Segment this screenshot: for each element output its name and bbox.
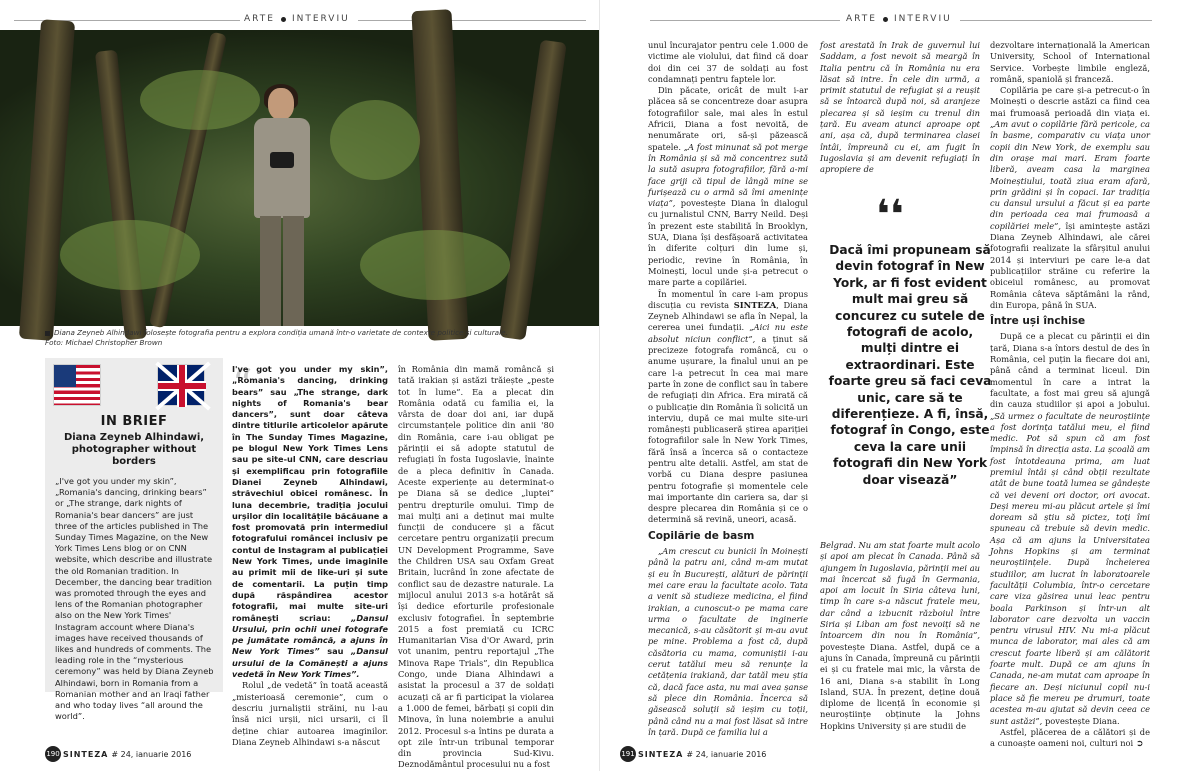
paragraph: „Am crescut cu bunicii în Moinești până la patru ani, când m-am mutat și eu în București, alături de părinții mei care erau la facultate acolo. Tata a venit să studieze medicina, el fiind irakian, a cunoscut-o pe mama care urma o facultate de inginerie mecanică, s-au căsătorit și m-au avut pe mine. Problema a fost că, după căsătoria cu mama, comuniștii i-au cerut tatălui meu să renunțe la cetățenia irakiană, dar tatăl meu știa că, dacă face asta, nu mai avea șanse să plece din România. Încerca să găsească soluții să ieșim cu toții, până când nu a mai fost lăsat să intre în țară. După ce familia lui a	[648, 546, 808, 737]
paragraph: unul încurajator pentru cele 1.000 de victime ale violului, dat fiind că doar doi din cei 37 de soldați au fost condamnați pentru faptele lor.	[648, 40, 808, 84]
uk-flag-icon	[157, 364, 205, 406]
photo-caption	[45, 328, 565, 348]
paragraph: După ce a plecat cu părinții ei din țară, Diana s-a întors destul de des în România, cel puțin la fiecare doi ani, până când a terminat liceul. Din momentul în care a intrat la facultate, a fost mai greu să ajungă din cauza studiilor și apoi a jobului. „Să urmez o facultate de neuroștiințe a fost dorința tatălui meu, el fiind medic. Pot să spun că am fost împinsă în direcția asta. La școală am fost întotdeauna prima, am luat premiul întâi și când obții rezultate atât de bune toată lumea se gândește că vei deveni ori doctor, ori avocat. Deși mereu mi-au plăcut artele și îmi doream să știu să pictez, toți îmi spuneau că trebuie să devin medic. Așa că am ajuns la Universitatea Johns Hopkins și am terminat neuroștiințele. După încheierea studiilor, am lucrat în laboratoarele facultății Columbia, într-o cercetare care viza găsirea unui leac pentru boala Parkinson și într-un alt laborator care dezvolta un vaccin pentru virusul HIV. Nu mi-a plăcut munca de laborator, mai ales că am crescut foarte liberă și am călătorit foarte mult. După ce am ajuns în Canada, ne-am mutat cam aproape în fiecare an. Deși niciunul copil nu-i place să fie mereu pe drumuri, toate acestea m-au ajutat să devin ceea ce sunt astăzi”, povestește Diana.	[990, 331, 1150, 726]
photo-credit: Foto: Michael Christopher Brown	[45, 338, 163, 347]
paragraph: Astfel, plăcerea de a călători și de a cunoaște oameni noi, culturi noi ➲	[990, 726, 1150, 750]
caption-text: Diana Zeyneb Alhindawi folosește fotografia pentru a explora condiția umană într-o varietate de contexte politice și culturale.	[54, 328, 508, 337]
in-brief-text: „I've got you under my skin”, „Romania's dancing, drinking bears” or „The strange, dark nights of Romania's bear dancers” are just three of the articles published in The Sunday Times Magazine, on the New York Times Lens blog or on CNN website, which describe and illustrate the old Romanian tradition. In December, the dancing bear tradition was promoted through the eyes and lens of the Romanian photographer also on the New York Times' Instagram account where Diana's images have received thousands of likes and hundreds of comments. The leading role in the “mysterious ceremony” was held by Diana Zeyneb Alhindawi, born in Romania from a Romanian mother and an Iraqi father and who today lives “all around the world”.	[55, 476, 214, 722]
head	[268, 88, 294, 120]
subheading: Între uși închise	[990, 315, 1086, 328]
in-brief-box	[45, 358, 223, 722]
pull-quote-text: Dacă îmi propuneam să devin fotograf în New York, ar fi fost evident mult mai greu să concurez cu sutele de fotografi de acolo, mulți dintre ei extraordinari. Este foarte greu să faci ceva unic, care să te diferențieze. A fi, însă, fotograf în Congo, este ceva la care unii fotografi din New York doar visează”	[828, 243, 992, 487]
jungle-photo	[0, 30, 600, 326]
in-brief-title: IN BRIEF	[100, 414, 168, 429]
section-label: ARTE	[846, 14, 877, 24]
subheading: Copilărie de basm	[648, 529, 755, 542]
right-page	[600, 0, 1200, 771]
photographer-figure	[248, 88, 318, 326]
article-column-5	[990, 40, 1150, 752]
section-header	[244, 12, 350, 26]
lead-paragraph: I've got you under my skin”, „Romania's dancing, drinking bears” sau „The strange, dark nights of Romania's bear dancers”, sunt doar câteva dintre titlurile articolelor apărute în The Sunday Times Magazine, pe blogul New York Times Lens sau pe site-ul CNN, care descriau și exemplificau prin fotografiile Dianei Zeyneb Alhindawi, străvechiul obicei românesc. În luna decembrie, tradiția jocului urșilor din localitățile băcăuane a fost promovată prin intermediul fotografului româncei inclusiv pe contul de Instagram al publicației New York Times, unde imaginile au primit mii de like-uri și sute de comentarii. La puțin timp după răspândirea acestor fotografii, mai multe site-uri românești scriau: „Dansul Ursului, prin ochii unei fotografe pe jumătate româncă, a ajuns în New York Times” sau „Dansul ursului de la Comănești a ajuns vedetă în New York Times”.	[232, 364, 388, 680]
article-column-3	[648, 40, 808, 745]
tree-trunk	[19, 19, 75, 341]
article-column-4-top	[820, 40, 980, 195]
page-footer	[45, 747, 191, 761]
foliage	[140, 70, 260, 130]
article-column-4-bottom	[820, 540, 980, 748]
header-rule-right	[960, 20, 1152, 21]
page-number: 190	[45, 746, 61, 762]
paragraph: Copilăria pe care și-a petrecut-o în Moinești o descrie astăzi ca fiind cea mai frumoasă perioadă din viața ei. „Am avut o copilărie fără pericole, ca în basme, comparativ cu viața unor copii din New York, de exemplu sau din orașe mai mari. Eram foarte liberă, aveam casa la marginea Moineștiului, toată ziua eram afară, prin grădini și în copaci. Iar tradiția cu dansul ursului a făcut și ea parte din perioada cea mai frumoasă a copilăriei mele”, își amintește astăzi Diana Zeyneb Alhindawi, ale cărei fotografii realizate la sfârșitul anului 2014 și interviuri pe care le-a dat publicațiilor străine cu referire la obiceiul românesc, au promovat România câteva săptămâni la rând, din Europa, până în SUA.	[990, 85, 1150, 310]
foliage	[360, 230, 510, 300]
paragraph: În momentul în care i-am propus discuția cu revista SINTEZA, Diana Zeyneb Alhindawi se afla în Nepal, la cererea unei fundații. „Aici nu este absolut niciun conflict”, a ținut să precizeze fotografa româncă, cu o anume ușurare, la finalul unui an pe care l-a petrecut în cea mai mare parte în zone de conflict sau în tabere de refugiați din Africa. Era mirată că o publicație din România îi solicită un interviu, după ce mai multe site-uri românești publicaseră știrea apariției fotografiilor sale în New York Times, fără însă a încerca să o contacteze pentru alte detalii. Astfel, am stat de vorbă cu Diana despre pasiunea pentru fotografie și momentele cele mai importante din cariera sa, dar și despre plecarea din România și ce o determină să revină, uneori, acasă.	[648, 288, 809, 525]
foliage	[60, 220, 200, 290]
page-number: 191	[620, 746, 636, 762]
paragraph: Rolul „de vedetă” în toată această „misterioasă ceremonie”, cum o descriu jurnaliștii străini, nu l-au însă nici urșii, nici ursarii, ci îl deține chiar autoarea imaginilor. Diana Zeyneb Alhindawi s-a născut	[232, 680, 388, 747]
paragraph: Din păcate, oricât de mult i-ar plăcea să se concentreze doar asupra fotografiilor sale, mai ales în estul Africii, Diana a fost nevoită, de nenumărate ori, să-și păzească spatele. „A fost minunat să pot merge în România și să mă concentrez sută la sută asupra fotografiilor, fără a-mi face griji că tipul de lângă mine se furișează cu o armă să îmi amenințe viața”, povestește Diana în dialogul cu jurnalistul CNN, Barry Neild. Deși în prezent este stabilită în Brooklyn, SUA, Diana își desfășoară activitatea în diferite colțuri din lume și, periodic, revine în România, în Moinești, locul unde și-a petrecut o mare parte a copilăriei.	[648, 85, 809, 288]
magazine-brand: SINTEZA	[638, 749, 684, 759]
issue-label: # 24, ianuarie 2016	[686, 749, 767, 759]
torso	[254, 118, 310, 218]
article-column-2	[398, 364, 554, 770]
page-footer	[620, 747, 766, 761]
caption-bullet-icon	[45, 331, 50, 336]
article-column-1	[232, 364, 388, 747]
section-header	[846, 12, 952, 26]
paragraph: dezvoltare internațională la American University, School of International Service. Vorbește limbile engleză, română, spaniolă și franceză.	[990, 40, 1150, 84]
continued-arrow-icon: ➲	[1135, 739, 1144, 750]
paragraph: Belgrad. Nu am stat foarte mult acolo și apoi am plecat în Canada. Până să ajungem în Iugoslavia, părinții mei au mai încercat să fugă în Germania, apoi am locuit în Siria câteva luni, timp în care s-a născut fratele meu, dar când a izbucnit războiul între Siria și Liban am fost nevoiți să ne întoarcem din nou în România”, povestește Diana. Astfel, după ce a ajuns în Canada, împreună cu părinții ei și cu fratele mai mic, la vârsta de 16 ani, Diana s-a stabilit în Long Island, SUA. În prezent, deține două diplome de licență în economie și neuroștiințe obținute la Johns Hopkins University și are studii de	[820, 540, 980, 731]
bullet-icon	[883, 17, 888, 22]
pull-quote	[828, 192, 992, 488]
bullet-icon	[281, 17, 286, 22]
drop-quote-icon: “	[232, 362, 253, 408]
camera-icon	[270, 152, 294, 168]
legs	[260, 216, 304, 326]
foliage	[330, 100, 420, 180]
paragraph: în România din mamă româncă și tată irakian și astăzi trăiește „peste tot în lume”. Ea a plecat din România odată cu familia ei, la vârsta de doar doi ani, iar după circumstanțele politice din anii '80 din România, care i-au obligat pe părinții ei să adopte statutul de refugiați în fosta Iugoslavie, înainte de a pleca definitiv în Canada. Aceste experiențe au determinat-o pe Diana să se dedice „luptei” pentru drepturile omului. Timp de mai mulți ani a deținut mai multe funcții de conducere și a făcut cercetare pentru organizații precum UN Development Programme, Save the Children USA sau Oxfam Great Britain, lucrând în zone afectate de conflict sau de dezastre naturale. La mijlocul anului 2013 s-a hotărât să își dedice eforturile profesionale exclusiv fotografiei. În septembrie 2015 a fost premiată cu ICRC Humanitarian Visa d'Or Award, prin vot unanim, pentru reportajul „The Minova Rape Trials”, din Republica Congo, unde Diana Alhindawi a asistat la procesul a 37 de soldați acuzați că ar fi participat la violarea a 1.000 de femei, bărbați și copii din Minova, în luna noiembrie a anului 2012. Procesul s-a întins pe durata a opt zile într-un tribunal temporar din provincia Sud-Kivu. Deznodământul procesului nu a fost	[398, 364, 554, 770]
paragraph: fost arestată în Irak de guvernul lui Saddam, a fost nevoit să meargă în Italia pentru că în România nu era lăsat să intre. În cele din urmă, a primit statutul de refugiat și a reușit să se întoarcă după noi, să aranjeze plecarea și să ieșim cu trenul din țară. Eu aveam atunci aproape opt ani, așa că, după terminarea clasei întâi, împreună cu ei, am fugit în Iugoslavia și am devenit refugiați în apropiere de	[820, 40, 980, 175]
quote-mark-icon: ❛❛	[876, 192, 904, 238]
magazine-brand: SINTEZA	[63, 749, 109, 759]
header-rule-left	[650, 20, 840, 21]
us-flag-icon	[53, 364, 101, 406]
issue-label: # 24, ianuarie 2016	[111, 749, 192, 759]
tree-trunk	[95, 50, 147, 341]
subsection-label: INTERVIU	[291, 14, 350, 24]
tree-trunk	[499, 40, 566, 341]
subsection-label: INTERVIU	[893, 14, 952, 24]
section-label: ARTE	[244, 14, 275, 24]
header-rule-right	[358, 20, 586, 21]
in-brief-subtitle: Diana Zeyneb Alhindawi, photographer without borders	[63, 432, 205, 467]
